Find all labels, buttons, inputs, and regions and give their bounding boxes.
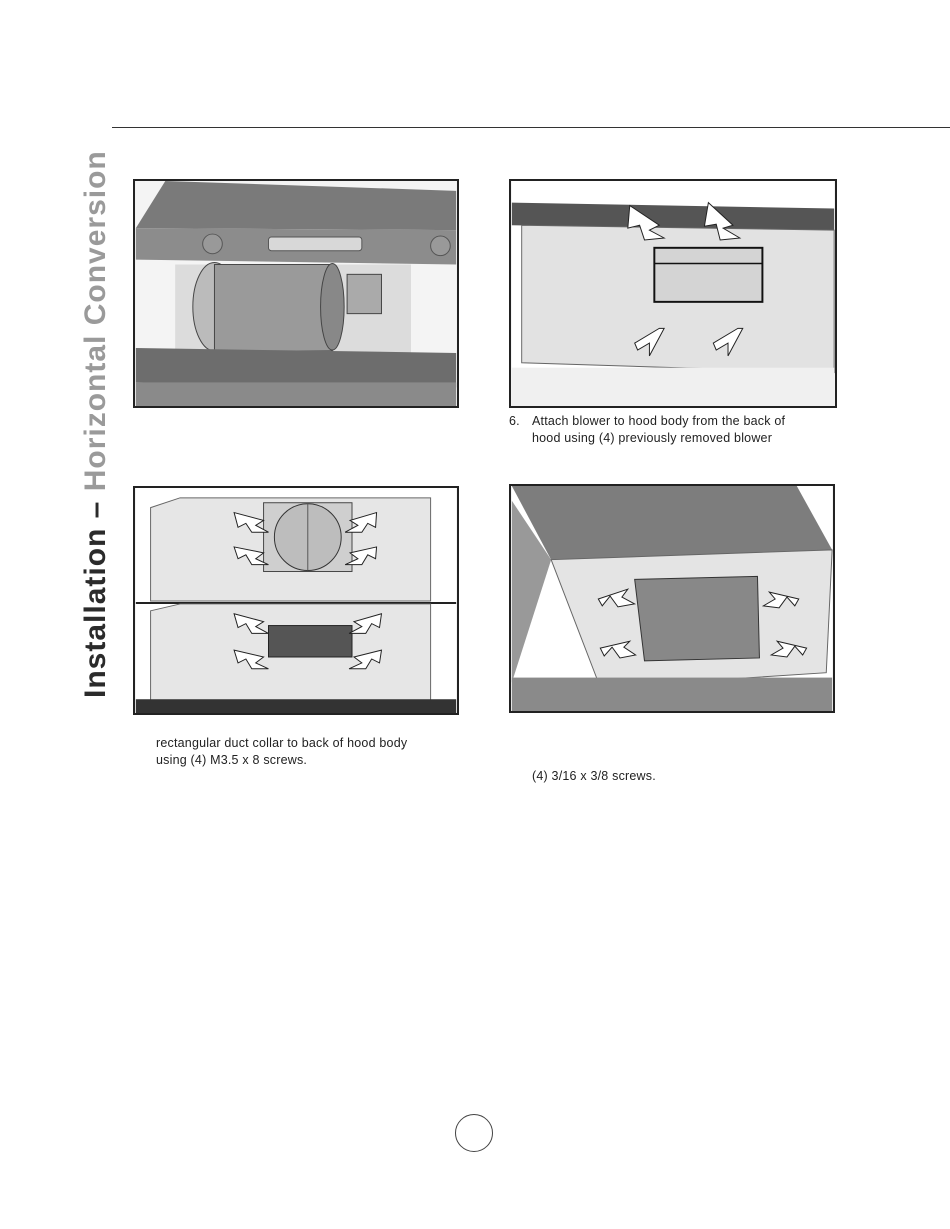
step-6-line-2: hood using (4) previously removed blower xyxy=(532,431,773,445)
figure-hood-top-opening xyxy=(509,484,835,713)
figure-duct-collar xyxy=(133,486,459,715)
section-title-horizontal-conversion: Horizontal Conversion xyxy=(79,150,112,492)
caption-step-6 xyxy=(509,413,829,447)
step-6-line-1: Attach blower to hood body from the back of xyxy=(532,414,786,428)
figure-blower-inside-hood xyxy=(133,179,459,408)
duct-collar-line-2: using (4) M3.5 x 8 screws. xyxy=(156,753,308,767)
header-rule xyxy=(112,127,950,128)
caption-duct-collar xyxy=(156,735,456,769)
step-6-number: 6. xyxy=(509,414,520,428)
duct-collar-line-1: rectangular duct collar to back of hood body xyxy=(156,736,408,750)
caption-screws xyxy=(532,768,832,785)
figure-hood-back-panel xyxy=(509,179,837,408)
section-title-installation: Installation – xyxy=(79,491,112,698)
screws-line-1: (4) 3/16 x 3/8 screws. xyxy=(532,769,656,783)
section-title xyxy=(81,150,111,698)
page-number-circle xyxy=(455,1114,493,1152)
